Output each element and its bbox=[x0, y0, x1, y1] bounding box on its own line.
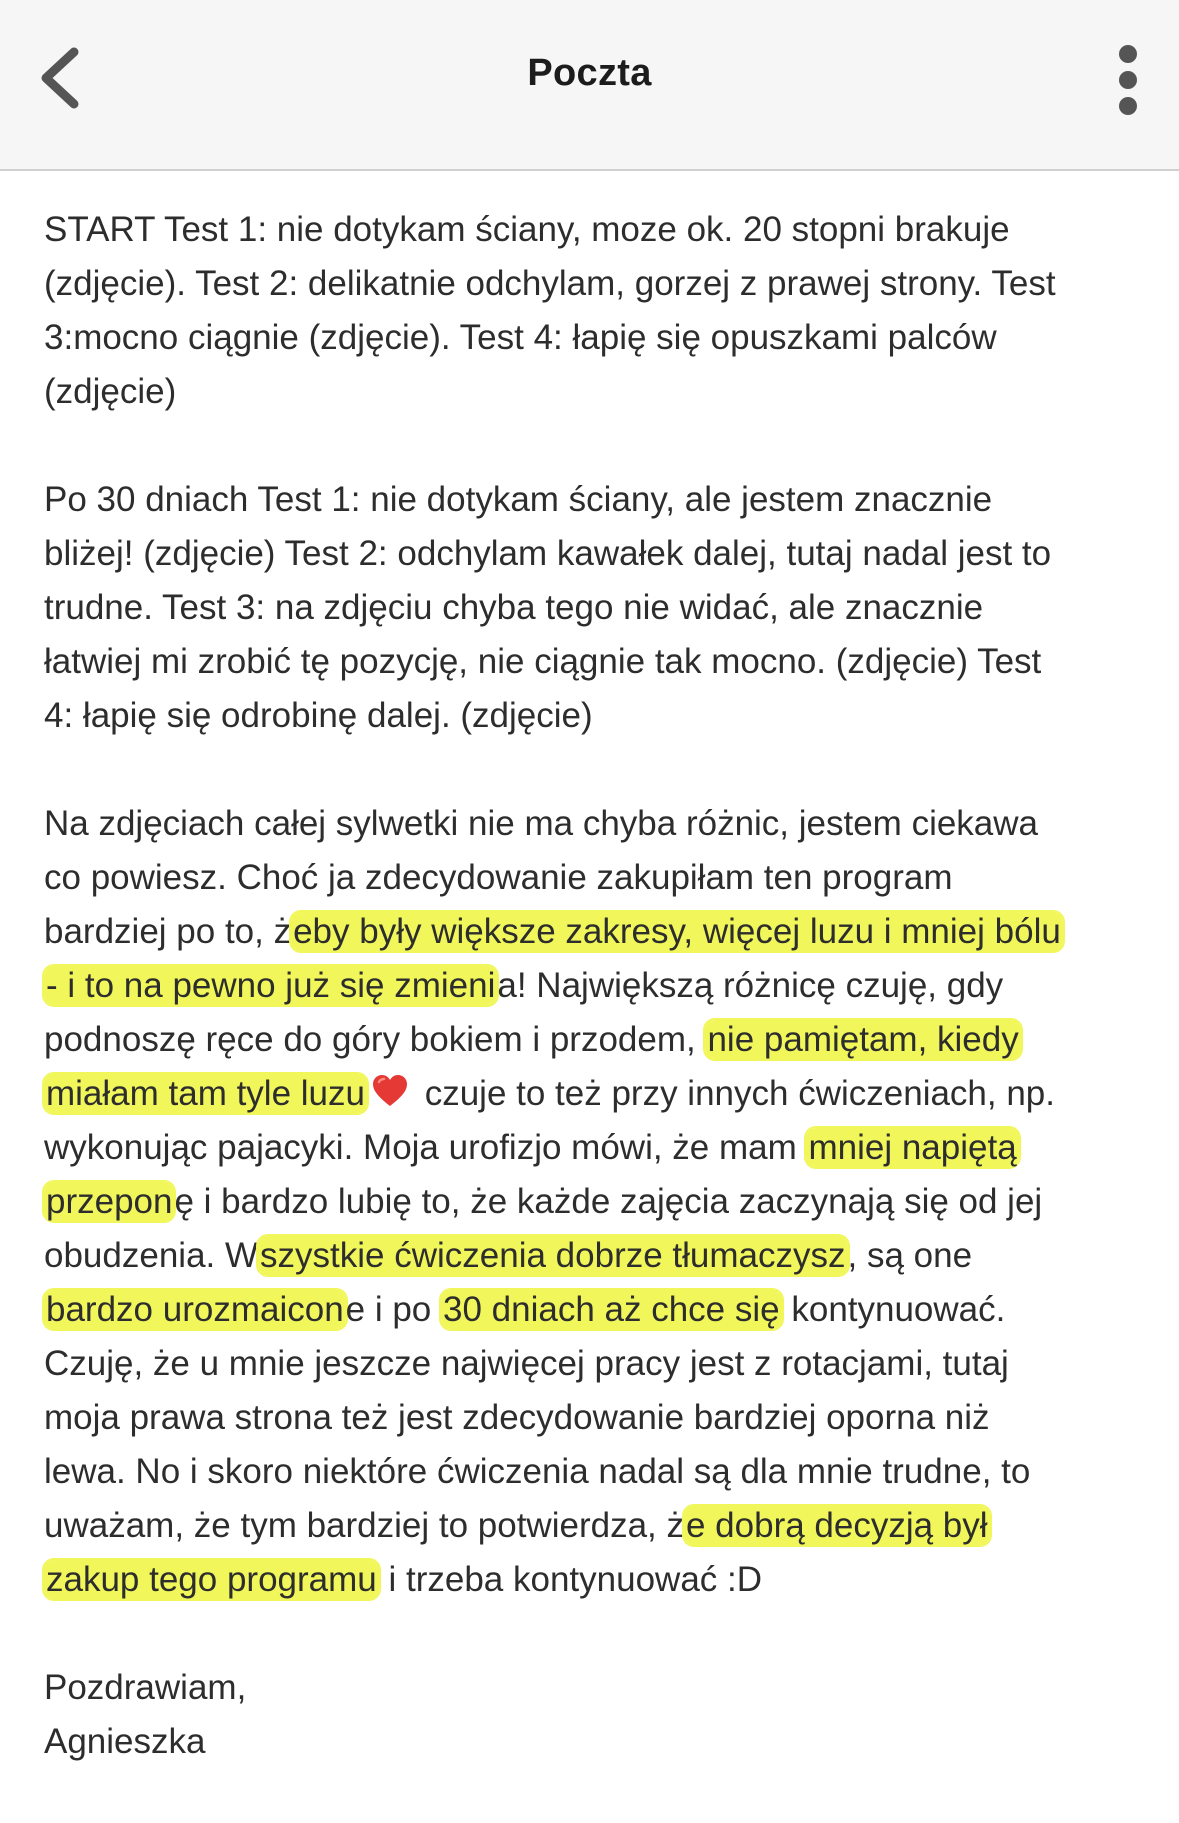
text-line: trudne. Test 3: na zdjęciu chyba tego nie widać, ale znacznie bbox=[44, 588, 984, 627]
text-line: moja prawa strona też jest zdecydowanie bardziej oporna niż bbox=[44, 1398, 990, 1437]
text-line bbox=[44, 1283, 1144, 1337]
text-line: START Test 1: nie dotykam ściany, moze ok. 20 stopni brakuje bbox=[44, 210, 1010, 249]
text-segment: czuje to też przy innych ćwiczeniach, np. bbox=[414, 1074, 1055, 1113]
text-line: co powiesz. Choć ja zdecydowanie zakupiłam ten program bbox=[44, 858, 953, 897]
app-header bbox=[0, 0, 1179, 171]
more-options-button[interactable] bbox=[1103, 40, 1153, 120]
text-line: 3:mocno ciągnie (zdjęcie). Test 4: łapię się opuszkami palców bbox=[44, 318, 997, 357]
signoff bbox=[44, 1661, 1144, 1769]
text-line bbox=[44, 1013, 1144, 1067]
paragraph-feedback bbox=[44, 797, 1144, 1607]
text-line bbox=[44, 1067, 1144, 1121]
highlighted-text: miałam tam tyle luzu bbox=[46, 1074, 365, 1113]
text-line: łatwiej mi zrobić tę pozycję, nie ciągnie tak mocno. (zdjęcie) Test bbox=[44, 642, 1042, 681]
text-line: bliżej! (zdjęcie) Test 2: odchylam kawałek dalej, tutaj nadal jest to bbox=[44, 534, 1052, 573]
highlighted-text: 30 dniach aż chce się bbox=[443, 1290, 780, 1329]
paragraph-start bbox=[44, 203, 1144, 419]
text-line bbox=[44, 905, 1144, 959]
text-line bbox=[44, 959, 1144, 1013]
text-line bbox=[44, 1553, 1144, 1607]
text-line: (zdjęcie) bbox=[44, 372, 177, 411]
text-segment: i trzeba kontynuować :D bbox=[378, 1560, 763, 1599]
text-segment: podnoszę ręce do góry bokiem i przodem, bbox=[44, 1020, 706, 1059]
highlighted-text: - i to na pewno już się zmieni bbox=[46, 966, 496, 1005]
highlighted-text: mniej napiętą bbox=[808, 1128, 1017, 1167]
text-line: Po 30 dniach Test 1: nie dotykam ściany, ale jestem znacznie bbox=[44, 480, 993, 519]
highlighted-text: przepon bbox=[46, 1182, 173, 1221]
text-line: Czuję, że u mnie jeszcze najwięcej pracy jest z rotacjami, tutaj bbox=[44, 1344, 1009, 1383]
page-title: Poczta bbox=[527, 52, 652, 94]
text-line bbox=[44, 1229, 1144, 1283]
text-line bbox=[44, 1121, 1144, 1175]
text-line: Na zdjęciach całej sylwetki nie ma chyba różnic, jestem ciekawa bbox=[44, 804, 1039, 843]
text-line: 4: łapię się odrobinę dalej. (zdjęcie) bbox=[44, 696, 593, 735]
text-segment: uważam, że tym bardziej to potwierdza, ż bbox=[44, 1506, 684, 1545]
text-segment: ę i bardzo lubię to, że każde zajęcia zaczynają się od jej bbox=[174, 1182, 1043, 1221]
paragraph-after-30-days bbox=[44, 473, 1144, 743]
text-line: (zdjęcie). Test 2: delikatnie odchylam, gorzej z prawej strony. Test bbox=[44, 264, 1056, 303]
highlighted-text: e dobrą decyzją był bbox=[685, 1506, 988, 1545]
text-line: lewa. No i skoro niektóre ćwiczenia nadal są dla mnie trudne, to bbox=[44, 1452, 1031, 1491]
highlighted-text: nie pamiętam, kiedy bbox=[707, 1020, 1019, 1059]
heart-icon bbox=[371, 1073, 409, 1109]
text-segment: e i po bbox=[345, 1290, 442, 1329]
more-vertical-icon bbox=[1103, 40, 1153, 120]
text-segment: , są one bbox=[847, 1236, 973, 1275]
highlighted-text: zakup tego programu bbox=[46, 1560, 377, 1599]
text-segment: obudzenia. W bbox=[44, 1236, 259, 1275]
highlighted-text: eby były większe zakresy, więcej luzu i mniej bólu bbox=[293, 912, 1061, 951]
highlighted-text: szystkie ćwiczenia dobrze tłumaczysz bbox=[260, 1236, 846, 1275]
message-body bbox=[44, 203, 1144, 1823]
sender-name: Agnieszka bbox=[44, 1722, 206, 1761]
text-line bbox=[44, 1175, 1144, 1229]
highlighted-text: bardzo urozmaicon bbox=[46, 1290, 344, 1329]
text-segment: bardziej po to, ż bbox=[44, 912, 292, 951]
greeting: Pozdrawiam, bbox=[44, 1668, 247, 1707]
text-line bbox=[44, 1499, 1144, 1553]
text-segment: a! Największą różnicę czuję, gdy bbox=[497, 966, 1004, 1005]
text-segment: kontynuować. bbox=[781, 1290, 1006, 1329]
text-segment: wykonując pajacyki. Moja urofizjo mówi, że mam bbox=[44, 1128, 807, 1167]
